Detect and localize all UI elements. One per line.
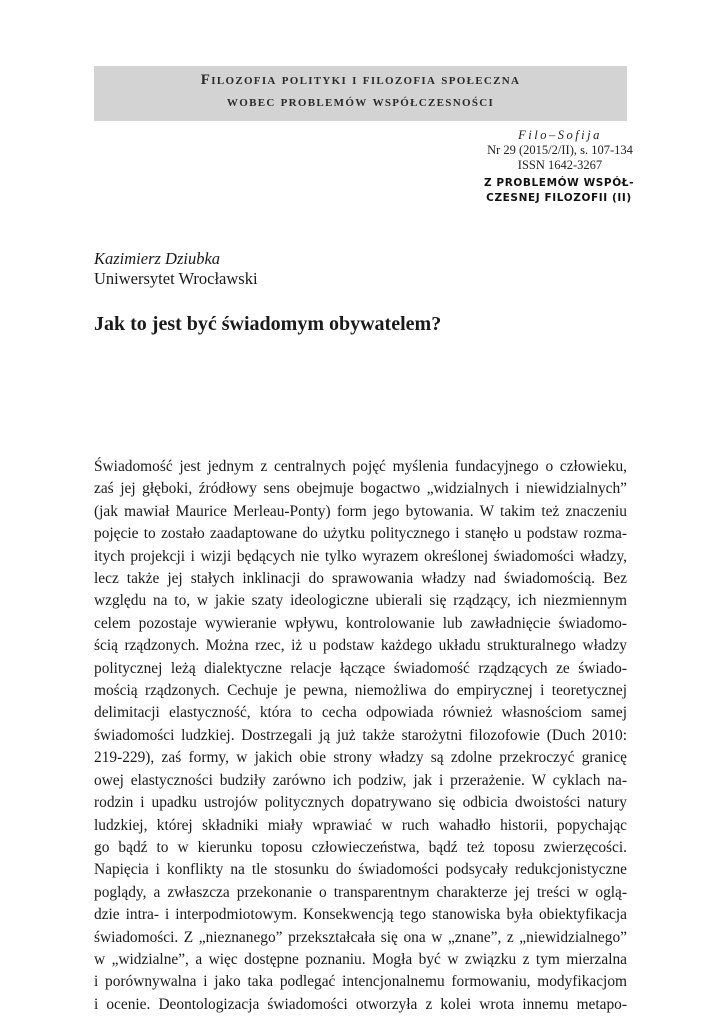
body-line: politycznej leżą dialektyczne relacje łączące świadomość rządzących ze świado- (94, 659, 627, 677)
body-line: względu na to, w jakie szaty ideologiczne ubierali się rządzący, ich niezmiennym (94, 592, 627, 610)
body-line: rodzin i upadku ustrojów politycznych dopatrywano się odbicia dwoistości natury (94, 794, 627, 812)
body-line: lecz także jej stałych inklinacji do sprawowania władzy nad świadomością. Bez (94, 570, 627, 588)
body-line: w „widzialne”, a więc dostępne poznaniu. Mogła być w związku z tym mierzalna (94, 950, 627, 968)
body-line: 219-229), zaś formy, w jakich obie strony władzy są zdolne przekroczyć granicę (94, 749, 627, 767)
body-line: go bądź to w kierunku toposu człowieczeństwa, bądź też toposu zwierzęcości. (94, 838, 627, 856)
series-tag (444, 176, 674, 206)
body-line: poglądy, a zwłaszcza przekonanie o transparentnym charakterze jej treści w oglą- (94, 883, 627, 901)
journal-info (440, 128, 680, 173)
author-affiliation: Uniwersytet Wrocławski (94, 269, 258, 288)
body-line: pojęcie to zostało zaadaptowane do użytku politycznego i stanęło u podstaw rozma- (94, 525, 627, 543)
body-line: Świadomość jest jednym z centralnych pojęć myślenia fundacyjnego o człowieku, (94, 458, 627, 475)
article-body (94, 456, 627, 1016)
body-line: delimitacji elastyczność, która to cecha odpowiada również własnościom samej (94, 704, 627, 722)
body-line: Napięcia i konflikty na tle stosunku do świadomości podsycały redukcjonistyczne (94, 861, 627, 879)
body-line: (jak mawiał Maurice Merleau-Ponty) form jego bytowania. W takim też znaczeniu (94, 502, 627, 520)
article-title: Jak to jest być świadomym obywatelem? (94, 313, 442, 335)
body-line: owej elastyczności budziły zarówno ich podziw, jak i przerażenie. W cyklach na- (94, 771, 627, 789)
body-line: zaś jej głęboki, źródłowy sens obejmuje bogactwo „widzialnych i niewidzialnych” (94, 480, 627, 498)
journal-issn: ISSN 1642-3267 (517, 158, 603, 172)
section-header-line-2: wobec problemów współczesności (226, 94, 495, 110)
body-line: świadomości ludzkiej. Dostrzegali ją już także starożytni filozofowie (Duch 2010: (94, 726, 627, 744)
body-line: i porównywalna i jako taka podlegać intencjonalnemu formowaniu, modyfikacjom (94, 973, 627, 991)
section-header-line-1: Filozofia polityki i filozofia społeczna (200, 72, 521, 88)
body-line: mością rządzonych. Cechuje je pewna, niemożliwa do empirycznej i teoretycznej (94, 682, 627, 700)
series-tag-line-2: CZESNEJ FILOZOFII (II) (486, 192, 632, 204)
series-tag-line-1: Z PROBLEMÓW WSPÓŁ- (483, 177, 635, 189)
body-line: itych projekcji i wizji będących nie tylko wyrazem określonej świadomości władzy, (94, 547, 627, 565)
journal-issue: Nr 29 (2015/2/II), s. 107-134 (487, 143, 633, 157)
body-line: świadomości. Z „nieznanego” przekształcała się ona w „znane”, z „niewidzialnego” (94, 928, 627, 946)
body-line: ścią rządzonych. Można rzec, iż u podstaw każdego układu strukturalnego władzy (94, 637, 627, 655)
body-line: celem pozostaje wywieranie wpływu, kontrolowanie lub zawładnięcie świadomo- (94, 614, 627, 632)
author-name: Kazimierz Dziubka (94, 249, 221, 268)
journal-name: Filo–Sofija (518, 128, 602, 142)
section-header-band (94, 66, 627, 121)
body-line: dzie intra- i interpodmiotowym. Konsekwencją tego stanowiska była obiektyfikacja (94, 906, 627, 924)
body-line: i ocenie. Deontologizacja świadomości otworzyła z kolei wrota innemu metapo- (94, 995, 627, 1013)
body-line: ludzkiej, której składniki miały wprawiać w ruch wahadło historii, popychając (94, 816, 627, 834)
